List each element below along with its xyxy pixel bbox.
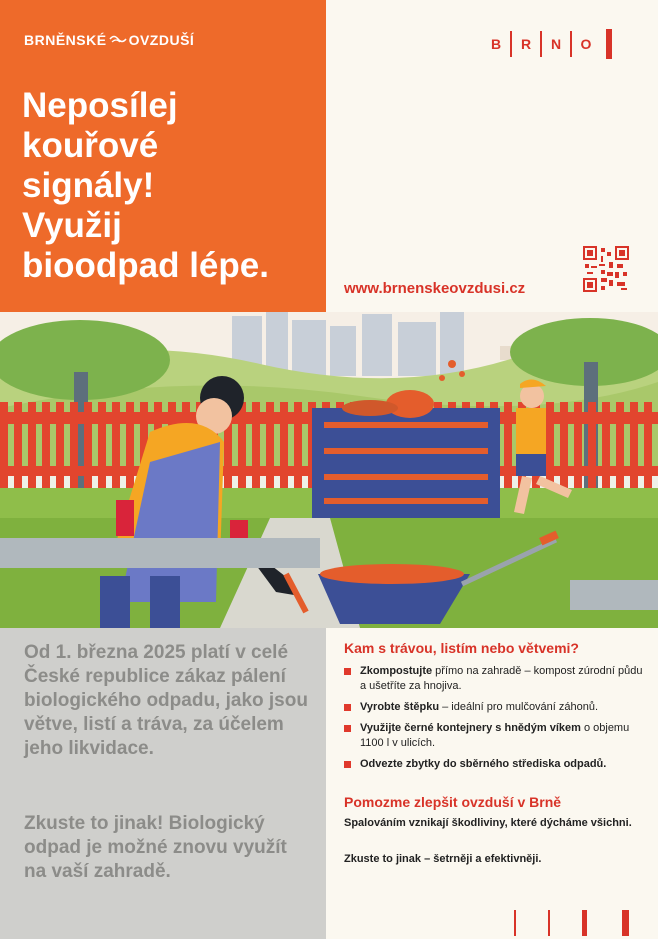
fence-post [112,402,120,492]
brno-letter: B [490,36,502,52]
bullet-icon [344,761,351,768]
fence-post [238,402,246,492]
tip-rest: o objemu 1100 l v ulicích. [360,722,630,749]
swirl-icon [109,33,127,48]
burning-ban-text: Od 1. března 2025 platí v celé České republice zákaz pálení biologického odpadu, jako jsou větve, listí a tráva, za účelem jeho likvidace. [24,642,308,759]
bullet-icon [344,725,351,732]
fence-post [84,402,92,492]
fence-post [0,402,8,492]
fence-post [602,402,610,492]
brno-logo [482,30,612,58]
brno-letter: R [520,36,532,52]
bullet-icon [344,704,351,711]
tip-rest: – ideální pro mulčování záhonů. [439,701,599,713]
tip-bold: Odvezte zbytky do sběrného střediska odpadů. [360,758,607,770]
list-item [344,664,644,694]
fence-post [574,402,582,492]
tip-bold: Zkompostujte [360,665,433,677]
try-again-text: Zkuste to jinak! Biologický odpad je možné znovu využít na vaší zahradě. [24,813,287,882]
improve-heading: Pomozme zlepšit ovzduší v Brně [344,794,562,810]
tip-bold: Vyrobte štěpku [360,701,440,713]
fence-post [644,402,652,492]
fence-post [630,402,638,492]
fence-post [126,402,134,492]
website-link[interactable]: www.brnenskeovzdusi.cz [344,280,526,297]
tip-rest: přímo na zahradě – kompost zúrodní půdu a ušetříte za hnojiva. [360,665,643,692]
headline-line: Neposílej [22,86,178,125]
fence-post [616,402,624,492]
brno-letter: N [550,36,562,52]
fence-post [560,402,568,492]
headline-line: Využij [22,206,122,245]
qr-code-icon[interactable] [583,246,629,292]
fence-post [28,402,36,492]
brand-name-left: BRNĚNSKÉ [24,32,107,48]
list-item [344,700,644,715]
tips-heading: Kam s trávou, listím nebo větvemi? [344,640,579,656]
fence-post [294,402,302,492]
fence-post [42,402,50,492]
improve-text: Spalováním vznikají škodliviny, které dýcháme všichni. [344,817,632,829]
bullet-icon [344,668,351,675]
headline-line: signály! [22,166,155,205]
tips-list [344,664,644,778]
fence-post [14,402,22,492]
improve-text: Zkuste to jinak – šetrněji a efektivněji. [344,853,542,865]
fence-post [252,402,260,492]
list-item [344,757,644,772]
footer-bar [514,910,516,936]
garden-illustration [0,312,658,628]
brno-bar [606,29,612,59]
headline-line: kouřové [22,126,159,165]
footer-bar [548,910,550,936]
fence-post [98,402,106,492]
footer-bar [582,910,587,936]
brand-logo [24,32,194,48]
brno-letter: O [580,36,592,52]
fence-post [588,402,596,492]
fence-post [70,402,78,492]
fence-post [280,402,288,492]
brand-name-right: OVZDUŠÍ [128,32,195,48]
tip-bold: Využijte černé kontejnery s hnědým víkem [360,722,581,734]
headline-line: bioodpad lépe. [22,246,269,285]
fence-post [266,402,274,492]
fence-post [546,402,554,492]
fence-post [56,402,64,492]
fence-post [504,402,512,492]
list-item [344,721,644,751]
footer-bar [622,910,629,936]
headline [22,86,322,286]
